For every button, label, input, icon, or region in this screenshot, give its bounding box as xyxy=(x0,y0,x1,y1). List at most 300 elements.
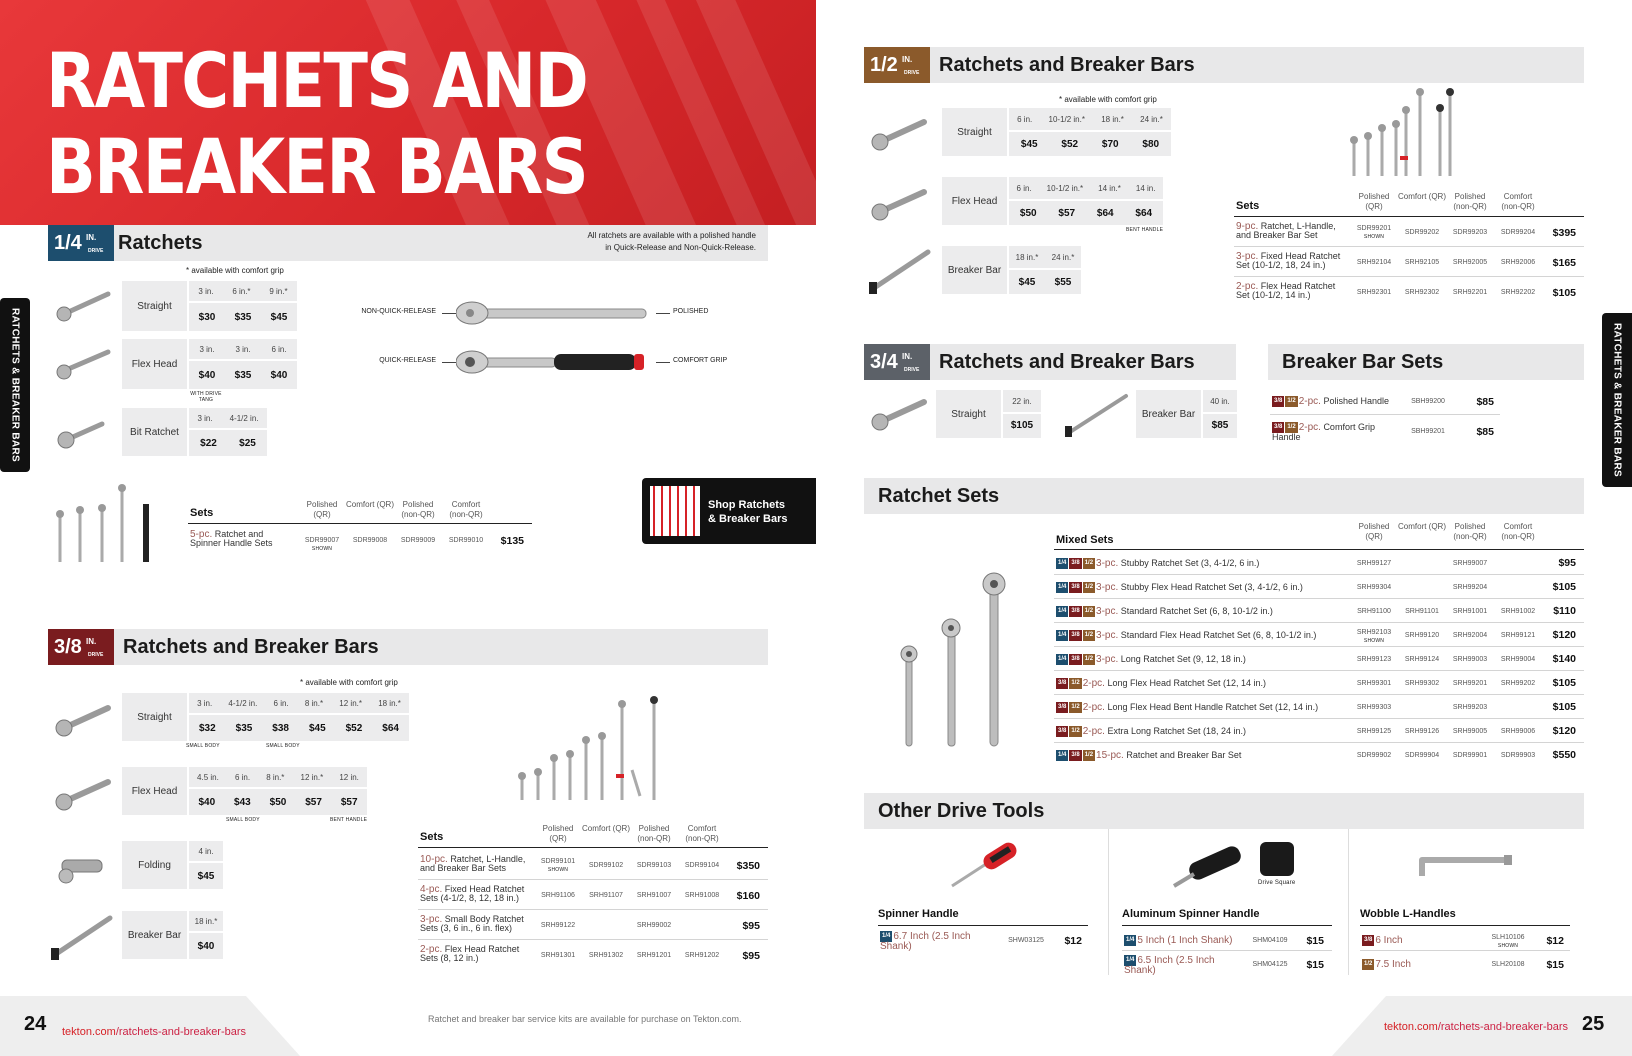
item-desc: 6 Inch xyxy=(1375,934,1403,946)
sku: SRH99127 xyxy=(1356,560,1392,567)
sku: SDR99104 xyxy=(684,862,720,869)
set-price: $120 xyxy=(1552,725,1576,737)
section-title: Ratchets xyxy=(118,232,203,254)
ratchet-straight-icon xyxy=(870,392,928,432)
col-polished-nqr: Polished (non-QR) xyxy=(1453,522,1487,541)
leader-line xyxy=(656,362,670,363)
size: 4 in. xyxy=(198,846,214,856)
row-divider xyxy=(1054,622,1584,623)
sku: SDR99202 xyxy=(1404,229,1440,236)
section-half-drive xyxy=(864,47,1584,83)
section-title: Ratchets and Breaker Bars xyxy=(939,54,1195,76)
price-row xyxy=(189,933,223,959)
ratchet-straight-icon xyxy=(54,284,112,324)
sku: SRH99203 xyxy=(1452,704,1488,711)
wobble-row xyxy=(1362,935,1462,946)
leader-line xyxy=(442,362,456,363)
chip: 1/2 xyxy=(1069,726,1081,737)
aluminum-spinner-title: Aluminum Spinner Handle xyxy=(1122,908,1260,920)
mixed-row-name xyxy=(1056,606,1346,617)
section-breaker-bar-sets xyxy=(1268,344,1584,380)
price: $35 xyxy=(234,311,252,323)
drive-square-label: Drive Square xyxy=(1258,880,1296,886)
size: 18 in.* xyxy=(1015,252,1039,262)
price: $57 xyxy=(305,796,322,808)
price: $40 xyxy=(198,796,216,808)
comfort-note: * available with comfort grip xyxy=(300,678,398,687)
row-divider xyxy=(418,879,768,880)
size: 24 in.* xyxy=(1140,114,1163,124)
price: $64 xyxy=(382,722,399,734)
size: 6 in. xyxy=(1016,183,1032,193)
ratchet-straight-icon xyxy=(54,698,112,738)
bb-row-name xyxy=(1272,422,1402,442)
bent-handle-note: BENT HANDLE xyxy=(1126,227,1164,233)
set-price: $350 xyxy=(736,860,760,872)
url-path: /ratchets-and-breaker-bars xyxy=(1437,1021,1569,1033)
size: 14 in.* xyxy=(1098,183,1121,193)
size: 4-1/2 in. xyxy=(229,413,259,423)
sku: SRH91001 xyxy=(1452,608,1488,615)
section-title: Ratchets and Breaker Bars xyxy=(123,636,379,658)
drive-size: 1/2 xyxy=(870,54,898,76)
mixed-row-name xyxy=(1056,654,1346,665)
row-label-breaker: Breaker Bar xyxy=(1136,390,1201,438)
col-polished-nqr: Polished (non-QR) xyxy=(637,824,671,843)
side-tab-text: RATCHETS & BREAKER BARS xyxy=(9,308,21,462)
sku: SRH99304 xyxy=(1356,584,1392,591)
side-tab-left xyxy=(0,298,30,472)
sku: SRH92006 xyxy=(1500,259,1536,266)
sku: SRH92301 xyxy=(1356,289,1392,296)
row-label-breaker: Breaker Bar xyxy=(942,246,1007,294)
set-pc: 3-pc. xyxy=(1096,629,1119,641)
set-name: Fixed Head Ratchet Set (10-1/2, 18, 24 in.) xyxy=(1236,251,1341,270)
sku: SRH92104 xyxy=(1356,259,1392,266)
drive-badge-34 xyxy=(864,344,930,380)
price: $64 xyxy=(1096,207,1114,219)
qr-code-icon xyxy=(650,486,700,536)
col-comfort-qr: Comfort (QR) xyxy=(582,824,630,833)
price: $45 xyxy=(270,311,288,323)
bit-ratchet-icon xyxy=(54,412,112,452)
set-name: Flex Head Ratchet Set (10-1/2, 14 in.) xyxy=(1236,281,1336,300)
size-row xyxy=(189,841,223,861)
set-price: $135 xyxy=(500,535,524,547)
set-name: Ratchet and Spinner Handle Sets xyxy=(190,529,273,548)
sku: SDR99008 xyxy=(352,537,388,544)
col-polished-qr: Polished (QR) xyxy=(542,824,574,843)
shop-qr-text xyxy=(708,498,788,526)
shown-note: SHOWN xyxy=(1497,943,1519,949)
mixed-row-name xyxy=(1056,726,1346,737)
sku: SRH99126 xyxy=(1404,728,1440,735)
set-pc: 15-pc. xyxy=(1096,749,1124,761)
chip-38: 3/8 xyxy=(1272,422,1284,433)
set-price: $105 xyxy=(1552,581,1576,593)
set-name: Comfort Grip Handle xyxy=(1272,421,1375,442)
col-comfort-nqr: Comfort (non-QR) xyxy=(1501,522,1535,541)
chip: 3/8 xyxy=(1069,750,1081,761)
size: 40 in. xyxy=(1203,390,1237,412)
set-pc: 10-pc. xyxy=(420,854,448,865)
price-row xyxy=(189,303,297,331)
size: 3 in. xyxy=(235,344,251,354)
chip: 1/2 xyxy=(1083,654,1095,665)
chip: 3/8 xyxy=(1069,558,1081,569)
price: $35 xyxy=(235,722,253,734)
row-label-straight: Straight xyxy=(122,693,187,741)
ratchet-flex-icon xyxy=(54,342,112,382)
set-pc: 2-pc. xyxy=(1082,725,1105,737)
leader-line xyxy=(442,313,456,314)
chip: 1/4 xyxy=(1124,935,1136,946)
sku: SDR99201 xyxy=(1356,225,1392,232)
col-polished-qr: Polished (QR) xyxy=(306,500,338,519)
sku: SDR99101 xyxy=(540,858,576,865)
set-price: $120 xyxy=(1552,629,1576,641)
row-divider xyxy=(1054,718,1584,719)
drive-label: DRIVE xyxy=(88,652,104,658)
sets-header: Sets xyxy=(190,507,214,519)
item-price: $15 xyxy=(1306,959,1324,971)
chip-38: 3/8 xyxy=(1272,396,1284,407)
chip: 3/8 xyxy=(1056,726,1068,737)
size: 6 in. xyxy=(273,698,289,708)
comfort-note: * available with comfort grip xyxy=(186,266,284,275)
set-pc: 3-pc. xyxy=(1096,581,1119,593)
row-label-flex: Flex Head xyxy=(942,177,1007,225)
table-rule xyxy=(188,523,532,524)
set-name: Standard Flex Head Ratchet Set (6, 8, 10-1/2 in.) xyxy=(1120,629,1317,640)
shown-note: SHOWN xyxy=(311,546,333,552)
page-number-right: 25 xyxy=(1582,1013,1605,1035)
hero-line-2: BREAKER BARS xyxy=(46,122,587,211)
price: $64 xyxy=(1135,207,1153,219)
hero-line-1: RATCHETS AND xyxy=(46,36,588,125)
chip: 1/4 xyxy=(1056,750,1068,761)
drive-badge-12 xyxy=(864,47,930,83)
three-eighths-set-icon xyxy=(514,696,666,800)
price: $45 xyxy=(1018,276,1036,288)
set-pc: 2-pc. xyxy=(420,944,443,955)
set-row-name xyxy=(420,915,532,933)
breaker-bar-icon xyxy=(866,246,932,296)
small-body-note: SMALL BODY xyxy=(266,743,300,749)
set-pc: 3-pc. xyxy=(1096,605,1119,617)
section-other-drive-tools xyxy=(864,793,1584,829)
price-row xyxy=(189,789,367,815)
table-rule xyxy=(418,847,768,848)
chip: 3/8 xyxy=(1069,582,1081,593)
set-price: $165 xyxy=(1552,257,1576,269)
item-desc: 5 Inch (1 Inch Shank) xyxy=(1137,934,1233,946)
size: 18 in.* xyxy=(378,698,401,708)
price: $25 xyxy=(239,437,256,449)
price: $57 xyxy=(1058,207,1076,219)
size-row xyxy=(1009,108,1171,130)
price: $40 xyxy=(198,369,216,381)
sku: SRH91100 xyxy=(1357,608,1391,615)
size: 18 in.* xyxy=(1101,114,1124,124)
size-row xyxy=(189,693,409,713)
price: $45 xyxy=(1020,138,1038,150)
set-pc: 2-pc. xyxy=(1298,421,1321,433)
drive-badge-14 xyxy=(48,225,114,261)
size: 4.5 in. xyxy=(197,772,219,782)
folding-ratchet-icon xyxy=(54,846,112,886)
price-row xyxy=(1009,201,1163,225)
item-price: $12 xyxy=(1546,935,1564,947)
aluminum-spinner-icon xyxy=(1168,842,1254,894)
col-comfort-qr: Comfort (QR) xyxy=(1398,522,1446,531)
price: $52 xyxy=(345,722,363,734)
section-title: Ratchet Sets xyxy=(878,485,1000,507)
sku: SDR99103 xyxy=(636,862,672,869)
price: $50 xyxy=(269,796,287,808)
sku: SDR99904 xyxy=(1404,752,1440,759)
mixed-row-name xyxy=(1056,582,1346,593)
sku: SDR99007 xyxy=(304,537,340,544)
sku: SHM04109 xyxy=(1252,937,1288,944)
footer-url-right[interactable] xyxy=(1384,1021,1568,1033)
chip: 1/2 xyxy=(1083,606,1095,617)
set-row-name xyxy=(420,855,532,873)
price: $52 xyxy=(1061,138,1079,150)
sets-header: Sets xyxy=(1236,200,1260,212)
mixed-row-name xyxy=(1056,678,1346,689)
size-row xyxy=(189,408,267,428)
sku: SRH92005 xyxy=(1452,259,1488,266)
spinner-row xyxy=(880,931,1000,951)
sku: SRH92004 xyxy=(1452,632,1488,639)
price-row xyxy=(189,430,267,456)
set-name: Long Flex Head Bent Handle Ratchet Set (12, 14 in.) xyxy=(1107,701,1319,712)
sku: SDR99903 xyxy=(1500,752,1536,759)
size: 24 in.* xyxy=(1051,252,1075,262)
hero-title xyxy=(46,38,587,210)
wobble-title: Wobble L-Handles xyxy=(1360,908,1456,920)
drive-label: DRIVE xyxy=(904,367,920,373)
price: $43 xyxy=(234,796,251,808)
price: $40 xyxy=(270,369,288,381)
footer-url-left[interactable] xyxy=(62,1026,246,1038)
wobble-row xyxy=(1362,959,1462,970)
sku: SRH91201 xyxy=(636,952,672,959)
set-price: $95 xyxy=(742,950,760,962)
ratchet-flex-icon xyxy=(54,772,112,812)
column-divider xyxy=(1108,829,1109,975)
sku: SLH10106 xyxy=(1491,934,1525,941)
wobble-l-handle-icon xyxy=(1414,850,1514,880)
col-polished-qr: Polished (QR) xyxy=(1358,522,1390,541)
sku: SRH99003 xyxy=(1452,656,1488,663)
size: 6 in.* xyxy=(232,286,251,296)
price: $57 xyxy=(340,796,358,808)
size: 10-1/2 in.* xyxy=(1046,183,1084,193)
sku: SRH99004 xyxy=(1500,656,1536,663)
qr-label: QUICK-RELEASE xyxy=(379,357,436,364)
sku: SRH92103 xyxy=(1356,629,1392,636)
col-comfort-qr: Comfort (QR) xyxy=(346,500,394,509)
table-rule xyxy=(1054,549,1584,550)
sku: SRH99123 xyxy=(1356,656,1392,663)
row-divider xyxy=(418,939,768,940)
chip: 1/4 xyxy=(1056,582,1068,593)
sku: SRH99007 xyxy=(1452,560,1488,567)
col-comfort-nqr: Comfort (non-QR) xyxy=(685,824,719,843)
set-name: Stubby Ratchet Set (3, 4-1/2, 6 in.) xyxy=(1120,557,1260,568)
size: 22 in. xyxy=(1003,390,1041,412)
sku: SRH91302 xyxy=(588,952,624,959)
set-pc: 2-pc. xyxy=(1082,701,1105,713)
side-tab-right xyxy=(1602,313,1632,487)
small-body-note: SMALL BODY xyxy=(226,817,260,823)
row-label-flex: Flex Head xyxy=(122,339,187,389)
shop-qr-box[interactable] xyxy=(642,478,816,544)
comfort-note: * available with comfort grip xyxy=(1059,95,1157,104)
sku: SRH91301 xyxy=(540,952,576,959)
chip: 1/4 xyxy=(1056,606,1068,617)
sku: SBH99200 xyxy=(1411,398,1445,405)
ratchet-sets-icon xyxy=(896,570,1016,750)
set-name: Ratchet, L-Handle, and Breaker Bar Set xyxy=(1236,221,1336,240)
size-row xyxy=(189,767,367,787)
comfort-label: COMFORT GRIP xyxy=(673,357,728,364)
sku: SRH92105 xyxy=(1404,259,1440,266)
price: $80 xyxy=(1142,138,1160,150)
note-line-2: in Quick-Release and Non-Quick-Release. xyxy=(605,243,756,252)
set-row-name xyxy=(1236,252,1348,270)
chip: 1/4 xyxy=(1056,630,1068,641)
sku: SRH91107 xyxy=(589,892,623,899)
size: 3 in. xyxy=(197,698,213,708)
set-name: Long Flex Head Ratchet Set (12, 14 in.) xyxy=(1107,677,1267,688)
item-price: $12 xyxy=(1064,935,1082,947)
row-label-bit: Bit Ratchet xyxy=(122,408,187,456)
sku: SRH92202 xyxy=(1500,289,1536,296)
size-row xyxy=(1009,246,1081,268)
column-divider xyxy=(1348,829,1349,975)
set-name: Long Ratchet Set (9, 12, 18 in.) xyxy=(1120,653,1246,664)
price-row xyxy=(189,863,223,889)
price: $105 xyxy=(1003,414,1041,438)
set-pc: 3-pc. xyxy=(420,914,443,925)
row-divider xyxy=(1054,670,1584,671)
set-price: $110 xyxy=(1553,605,1576,617)
sku: SRH99302 xyxy=(1404,680,1440,687)
sku: SRH99006 xyxy=(1500,728,1536,735)
note-line-1: All ratchets are available with a polished handle xyxy=(587,231,756,240)
sku: SRH99122 xyxy=(540,922,576,929)
item-price: $15 xyxy=(1546,959,1564,971)
polished-ratchet-icon xyxy=(456,300,656,326)
price: $30 xyxy=(198,311,216,323)
size: 9 in.* xyxy=(269,286,288,296)
sku: SRH99121 xyxy=(1500,632,1536,639)
set-price: $105 xyxy=(1552,677,1576,689)
sku: SDR99901 xyxy=(1452,752,1488,759)
item-desc: 6.7 Inch (2.5 Inch Shank) xyxy=(880,930,971,952)
set-pc: 2-pc. xyxy=(1082,677,1105,689)
drive-label: DRIVE xyxy=(904,70,920,76)
sku: SRH99002 xyxy=(636,922,672,929)
spinner-handle-icon xyxy=(946,842,1026,890)
price-row xyxy=(1009,132,1171,156)
set-price: $140 xyxy=(1552,653,1576,665)
nqr-label: NON-QUICK-RELEASE xyxy=(361,308,436,315)
chip: 1/2 xyxy=(1083,630,1095,641)
drive-size: 3/4 xyxy=(870,351,898,373)
drive-in: IN. xyxy=(86,233,97,242)
set-pc: 2-pc. xyxy=(1298,395,1321,407)
sku: SRH99125 xyxy=(1356,728,1392,735)
set-row-name xyxy=(420,885,532,903)
row-divider xyxy=(1054,742,1584,743)
size: 12 in. xyxy=(339,772,359,782)
sku: SRH92201 xyxy=(1452,289,1488,296)
row-label-folding: Folding xyxy=(122,841,187,889)
url-path: /ratchets-and-breaker-bars xyxy=(115,1026,247,1038)
sku: SDR99204 xyxy=(1500,229,1536,236)
sku: SDR99009 xyxy=(400,537,436,544)
mixed-row-name xyxy=(1056,750,1346,761)
size-row xyxy=(189,281,297,301)
side-tab-text: RATCHETS & BREAKER BARS xyxy=(1611,323,1623,477)
bb-row-name xyxy=(1272,396,1402,407)
page-number-left: 24 xyxy=(24,1013,47,1035)
sets-header: Sets xyxy=(420,831,444,843)
section-three-quarter-drive xyxy=(864,344,1236,380)
polished-note xyxy=(587,230,756,254)
sku: SBH99201 xyxy=(1411,428,1445,435)
size: 10-1/2 in.* xyxy=(1048,114,1085,124)
section-title: Other Drive Tools xyxy=(878,800,1045,822)
set-pc: 3-pc. xyxy=(1236,251,1259,262)
set-price: $85 xyxy=(1476,426,1494,438)
sku: SRH91007 xyxy=(636,892,672,899)
size: 8 in.* xyxy=(266,772,285,782)
price: $22 xyxy=(200,437,217,449)
shown-note: SHOWN xyxy=(547,867,569,873)
sku: SRH99204 xyxy=(1452,584,1488,591)
sku: SRH91202 xyxy=(684,952,720,959)
comfort-ratchet-icon xyxy=(456,349,656,375)
service-note: Ratchet and breaker bar service kits are available for purchase on Tekton.com. xyxy=(428,1014,742,1024)
chip: 3/8 xyxy=(1056,678,1068,689)
section-title: Breaker Bar Sets xyxy=(1282,351,1444,373)
ratchet-straight-icon xyxy=(870,112,928,152)
price: $50 xyxy=(1019,207,1037,219)
size: 4-1/2 in. xyxy=(228,698,258,708)
row-divider xyxy=(1360,950,1570,951)
price: $55 xyxy=(1054,276,1072,288)
alum-row xyxy=(1124,935,1244,946)
qr-line-1: Shop Ratchets xyxy=(708,499,786,511)
sku: SRH91002 xyxy=(1500,608,1536,615)
set-price: $550 xyxy=(1552,749,1576,761)
row-divider xyxy=(1122,950,1332,951)
sku: SDR99102 xyxy=(588,862,624,869)
price: $35 xyxy=(234,369,252,381)
breaker-bar-icon xyxy=(1062,390,1132,440)
col-comfort-qr: Comfort (QR) xyxy=(1398,192,1446,201)
row-label-flex: Flex Head xyxy=(122,767,187,815)
half-set-icon xyxy=(1348,88,1456,178)
set-row-name xyxy=(420,945,532,963)
drive-size: 1/4 xyxy=(54,232,82,254)
mixed-row-name xyxy=(1056,630,1346,641)
